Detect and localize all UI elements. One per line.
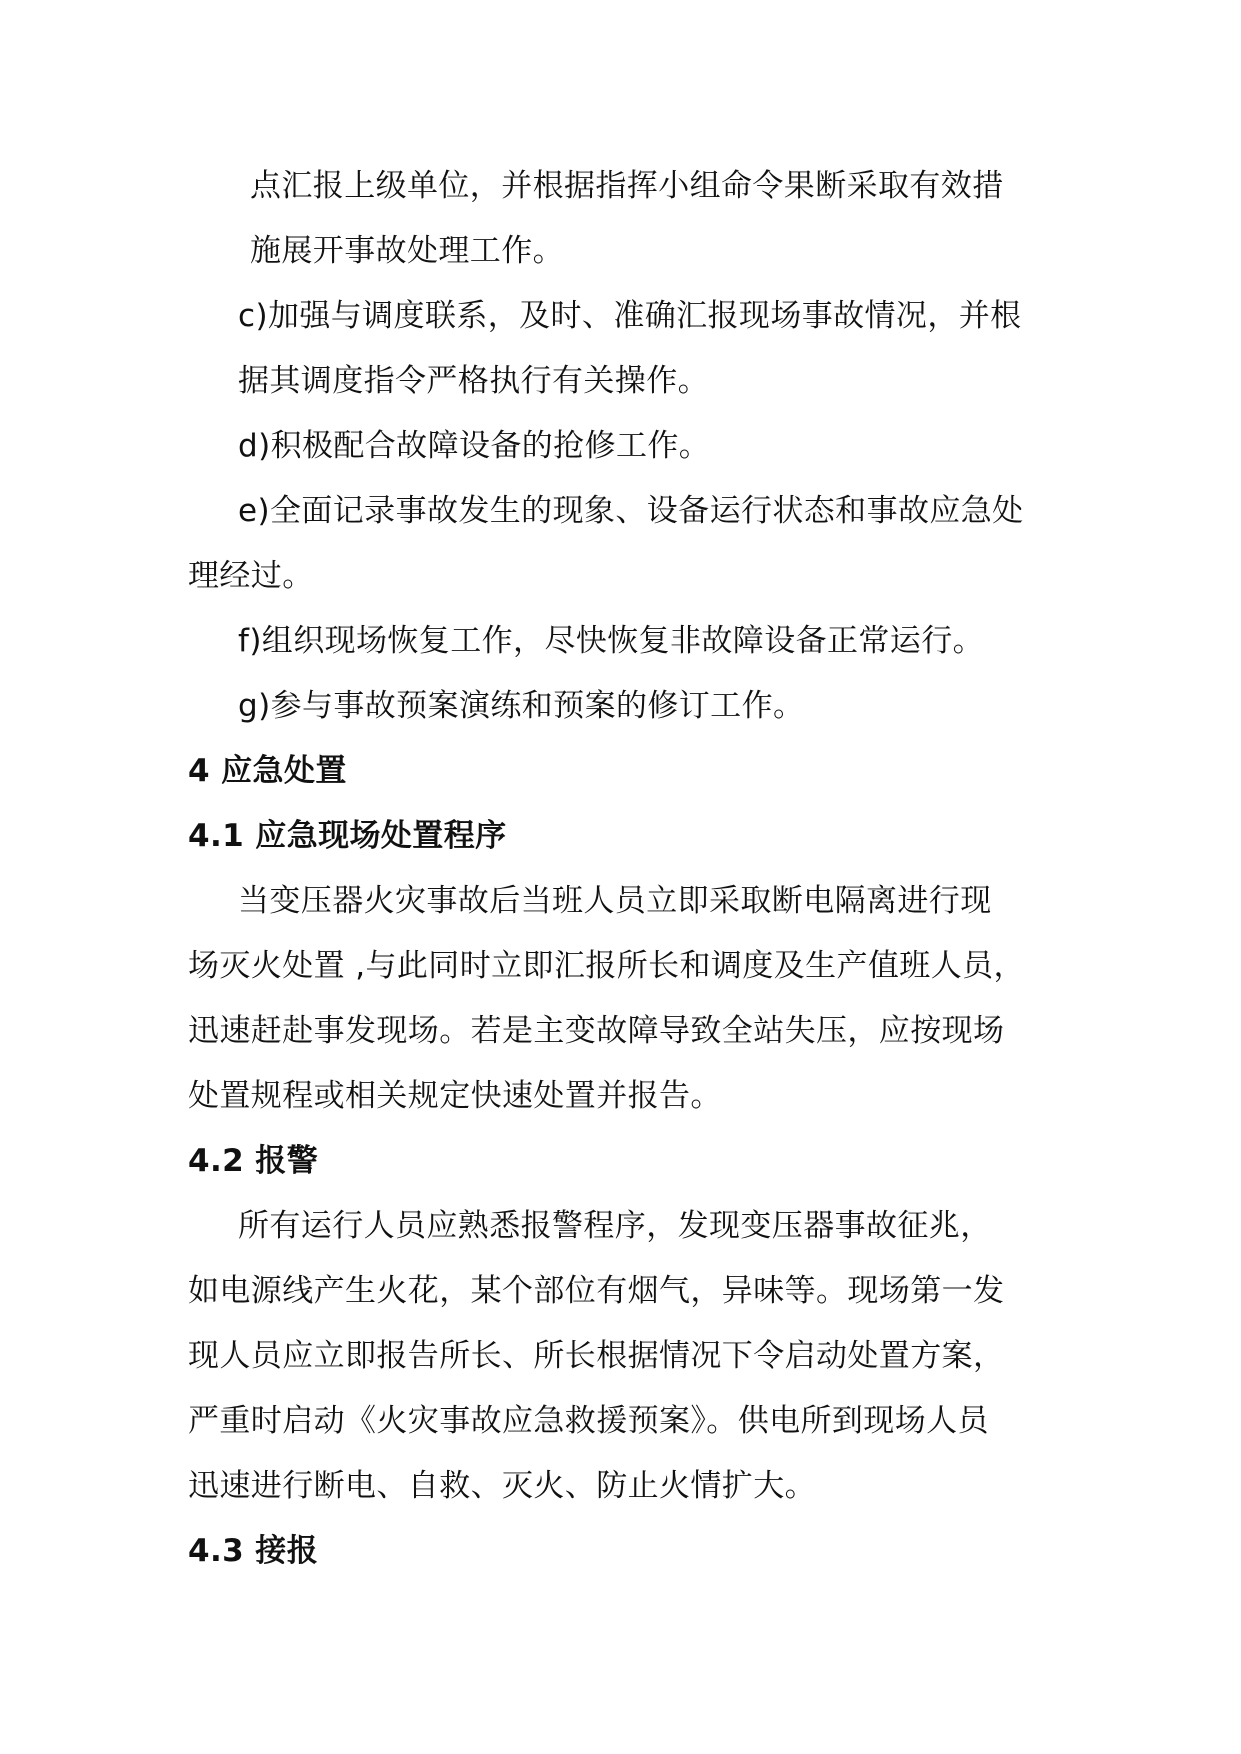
text-line: 据其调度指令严格执行有关操作。 <box>238 363 709 399</box>
text-line: 施展开事故处理工作。 <box>250 233 564 269</box>
list-item-d: d)积极配合故障设备的抢修工作。 <box>238 428 711 464</box>
paragraph-line: 迅速赶赴事发现场。若是主变故障导致全站失压，应按现场 <box>188 1013 1005 1049</box>
section-heading-4-3: 4.3 接报 <box>188 1533 319 1569</box>
paragraph-line: 所有运行人员应熟悉报警程序，发现变压器事故征兆， <box>238 1208 992 1244</box>
list-item-f: f)组织现场恢复工作，尽快恢复非故障设备正常运行。 <box>238 623 985 659</box>
list-item-e: e)全面记录事故发生的现象、设备运行状态和事故应急处 <box>238 493 1024 529</box>
text-line: 理经过。 <box>188 558 314 594</box>
section-heading-4-1: 4.1 应急现场处置程序 <box>188 818 507 854</box>
paragraph-line: 严重时启动《火灾事故应急救援预案》。供电所到现场人员 <box>188 1403 989 1439</box>
paragraph-line: 如电源线产生火花，某个部位有烟气，异味等。现场第一发 <box>188 1273 1005 1309</box>
text-line: 点汇报上级单位，并根据指挥小组命令果断采取有效措 <box>250 168 1004 204</box>
paragraph-line: 迅速进行断电、自救、灭火、防止火情扩大。 <box>188 1468 816 1504</box>
section-heading-4-2: 4.2 报警 <box>188 1143 319 1179</box>
paragraph-line: 当变压器火灾事故后当班人员立即采取断电隔离进行现 <box>238 883 992 919</box>
list-item-c: c)加强与调度联系，及时、准确汇报现场事故情况，并根 <box>238 298 1022 334</box>
list-item-g: g)参与事故预案演练和预案的修订工作。 <box>238 688 805 724</box>
paragraph-line: 现人员应立即报告所长、所长根据情况下令启动处置方案， <box>188 1338 1005 1374</box>
paragraph-line: 场灭火处置 ,与此同时立即汇报所长和调度及生产值班人员， <box>188 948 1025 984</box>
section-heading-4: 4 应急处置 <box>188 753 347 789</box>
paragraph-line: 处置规程或相关规定快速处置并报告。 <box>188 1078 722 1114</box>
